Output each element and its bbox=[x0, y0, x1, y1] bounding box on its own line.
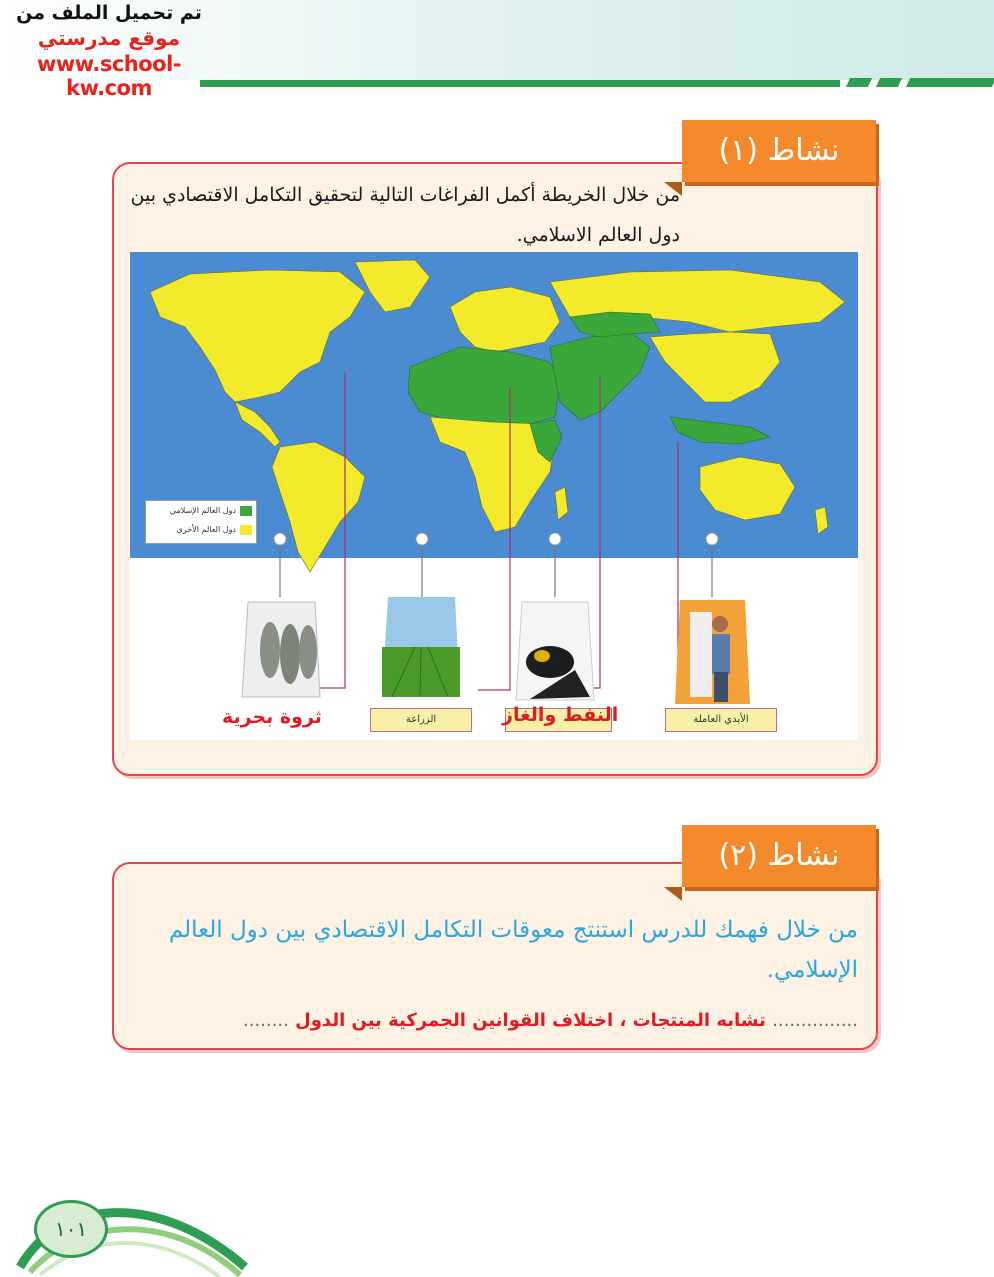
site-url[interactable]: www.school-kw.com bbox=[36, 52, 181, 100]
europe bbox=[450, 287, 560, 352]
activity2-tab: نشاط (٢) bbox=[682, 825, 876, 887]
download-line: تم تحميل الملف من bbox=[16, 2, 202, 24]
fish-image bbox=[242, 602, 320, 697]
label-workforce: الأيدي العاملة bbox=[665, 708, 777, 732]
header-dash bbox=[876, 78, 902, 87]
indonesia bbox=[670, 417, 770, 444]
worker-image bbox=[675, 600, 750, 704]
tag-pins bbox=[274, 533, 718, 597]
dots-left: ........ bbox=[243, 1010, 289, 1031]
north-africa bbox=[408, 347, 560, 424]
header-dash bbox=[906, 78, 994, 87]
map-svg bbox=[130, 252, 858, 740]
legend-swatch bbox=[240, 506, 252, 516]
south-america bbox=[272, 442, 365, 572]
oil-barrel-image bbox=[516, 602, 594, 700]
activity1-instruction: من خلال الخريطة أكمل الفراغات التالية لتحقيق التكامل الاقتصادي بين دول العالم الاسلامي. bbox=[130, 184, 680, 246]
activity2-answer: تشابه المنتجات ، اختلاف القوانين الجمركية بين الدول bbox=[295, 1010, 766, 1031]
dots-right: ............... bbox=[772, 1010, 858, 1031]
new-zealand bbox=[815, 507, 828, 534]
australia bbox=[700, 457, 795, 520]
activity2-question: من خلال فهمك للدرس استنتج معوقات التكامل الاقتصادي بين دول العالم الإسلامي. bbox=[168, 917, 858, 983]
central-america bbox=[235, 402, 280, 447]
site-watermark bbox=[0, 0, 218, 100]
north-america bbox=[150, 270, 365, 402]
legend-swatch bbox=[240, 525, 252, 535]
label-agriculture: الزراعة bbox=[370, 708, 472, 732]
farm-field-image bbox=[382, 597, 460, 697]
legend-islamic: دول العالم الإسلامي bbox=[146, 501, 256, 520]
madagascar bbox=[555, 487, 568, 520]
greenland bbox=[355, 260, 430, 312]
legend-other: دول العالم الأخرى bbox=[146, 520, 256, 539]
header-rule bbox=[200, 80, 840, 87]
header-dash bbox=[846, 78, 872, 87]
central-asia bbox=[570, 312, 660, 337]
activity2-answer-line[interactable] bbox=[128, 1010, 858, 1031]
south-asia bbox=[650, 332, 780, 402]
world-map bbox=[130, 252, 858, 740]
answer-oil-gas: النفط والغاز bbox=[502, 704, 619, 726]
site-name: موقع مدرستي bbox=[37, 26, 181, 50]
activity1-tab: نشاط (١) bbox=[682, 120, 876, 182]
map-legend bbox=[145, 500, 257, 544]
answer-marine-wealth: ثروة بحرية bbox=[222, 706, 322, 728]
page-number: ١٠١ bbox=[34, 1200, 108, 1258]
